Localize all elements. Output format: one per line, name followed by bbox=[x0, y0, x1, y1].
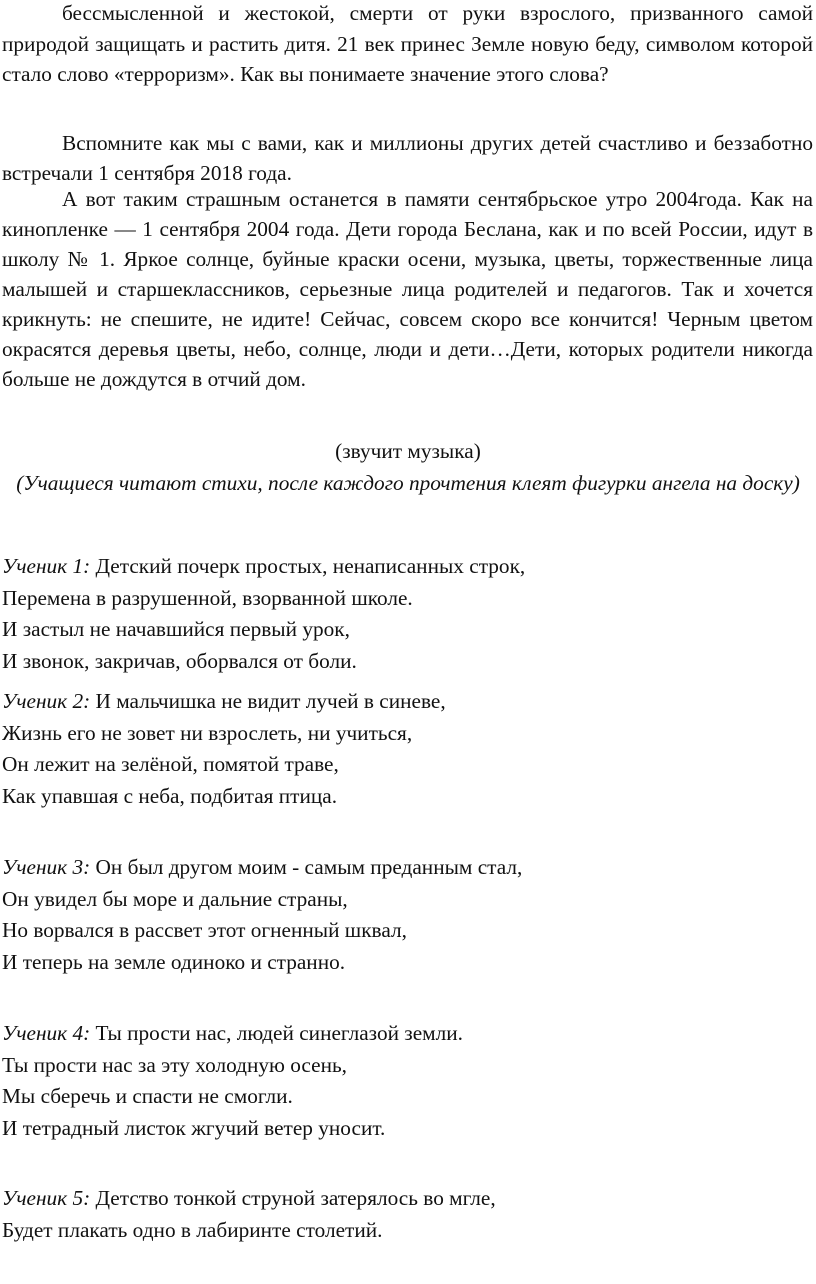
stanza-line-text: И мальчишка не видит лучей в синеве, bbox=[95, 689, 446, 713]
stanza-line: Мы сберечь и спасти не смогли. bbox=[2, 1084, 293, 1108]
stanza-line bbox=[2, 686, 816, 718]
stanza-line: И звонок, закричав, оборвался от боли. bbox=[2, 648, 357, 673]
stanza-line bbox=[2, 852, 816, 884]
poem-stanza-2 bbox=[2, 686, 816, 812]
stanza-line: Он увидел бы море и дальние страны, bbox=[2, 886, 348, 911]
speaker-label: Ученик 2: bbox=[2, 689, 91, 713]
speaker-label: Ученик 5: bbox=[2, 1186, 91, 1210]
stanza-line: Он лежит на зелёной, помятой траве, bbox=[2, 752, 339, 776]
stanza-line bbox=[2, 551, 816, 583]
stanza-line: И тетрадный листок жгучий ветер уносит. bbox=[2, 1115, 386, 1140]
stage-direction: (Учащиеся читают стихи, после каждого прочтения клеят фигурки ангела на доску) bbox=[16, 471, 800, 495]
stanza-line bbox=[2, 1018, 816, 1050]
poem-stanza-3 bbox=[2, 852, 816, 978]
stanza-line: Как упавшая с неба, подбитая птица. bbox=[2, 783, 338, 808]
stanza-line: И застыл не начавшийся первый урок, bbox=[2, 617, 350, 641]
stanza-line-text: Он был другом моим - самым преданным стал, bbox=[95, 855, 523, 879]
poem-stanza-5 bbox=[2, 1183, 816, 1246]
stanza-line-text: Детский почерк простых, ненаписанных строк, bbox=[95, 554, 526, 578]
stanza-line: Но ворвался в рассвет этот огненный шквал, bbox=[2, 918, 407, 942]
stanza-line: Перемена в разрушенной, взорванной школе. bbox=[2, 585, 413, 610]
stanza-line-text: Детство тонкой струной затерялось во мгле, bbox=[95, 1186, 496, 1210]
stanza-line-text: Ты прости нас, людей синеглазой земли. bbox=[95, 1021, 464, 1045]
stanza-line bbox=[2, 1183, 816, 1215]
poem-stanza-1 bbox=[2, 551, 816, 677]
paragraph-remember: Вспомните как мы с вами, как и миллионы других детей счастливо и беззаботно встречали 1 сентября 2018 года. bbox=[2, 131, 813, 185]
poem-stanza-4 bbox=[2, 1018, 816, 1144]
speaker-label: Ученик 4: bbox=[2, 1021, 91, 1045]
stanza-line: Будет плакать одно в лабиринте столетий. bbox=[2, 1217, 383, 1242]
paragraph-continuation: бессмысленной и жестокой, смерти от руки взрослого, призванного самой природой защищать и растить дитя. 21 век принес Земле новую беду, символом которой стало слово «терроризм». Как вы понимаете значение этого слова? bbox=[2, 1, 813, 86]
speaker-label: Ученик 1: bbox=[2, 554, 91, 578]
stanza-line: Ты прости нас за эту холодную осень, bbox=[2, 1052, 348, 1077]
stanza-line: Жизнь его не зовет ни взрослеть, ни учиться, bbox=[2, 720, 413, 745]
stage-music-note: (звучит музыка) bbox=[335, 439, 481, 463]
stanza-line: И теперь на земле одиноко и странно. bbox=[2, 949, 346, 974]
speaker-label: Ученик 3: bbox=[2, 855, 91, 879]
paragraph-beslan: А вот таким страшным останется в памяти сентябрьское утро 2004года. Как на кинопленке — 1 сентября 2004 года. Дети города Беслана, как и по всей России, идут в школу № 1. Яркое солнце, буйные краски осени, музыка, цветы, торжественные лица малышей и старшеклассников, серьезные лица родителей и педагогов. Так и хочется крикнуть: не спешите, не идите! Сейчас, совсем скоро все кончится! Черным цветом окрасятся деревья цветы, небо, солнце, люди и дети…Дети, которых родители никогда больше не дождутся в отчий дом. bbox=[2, 187, 813, 391]
